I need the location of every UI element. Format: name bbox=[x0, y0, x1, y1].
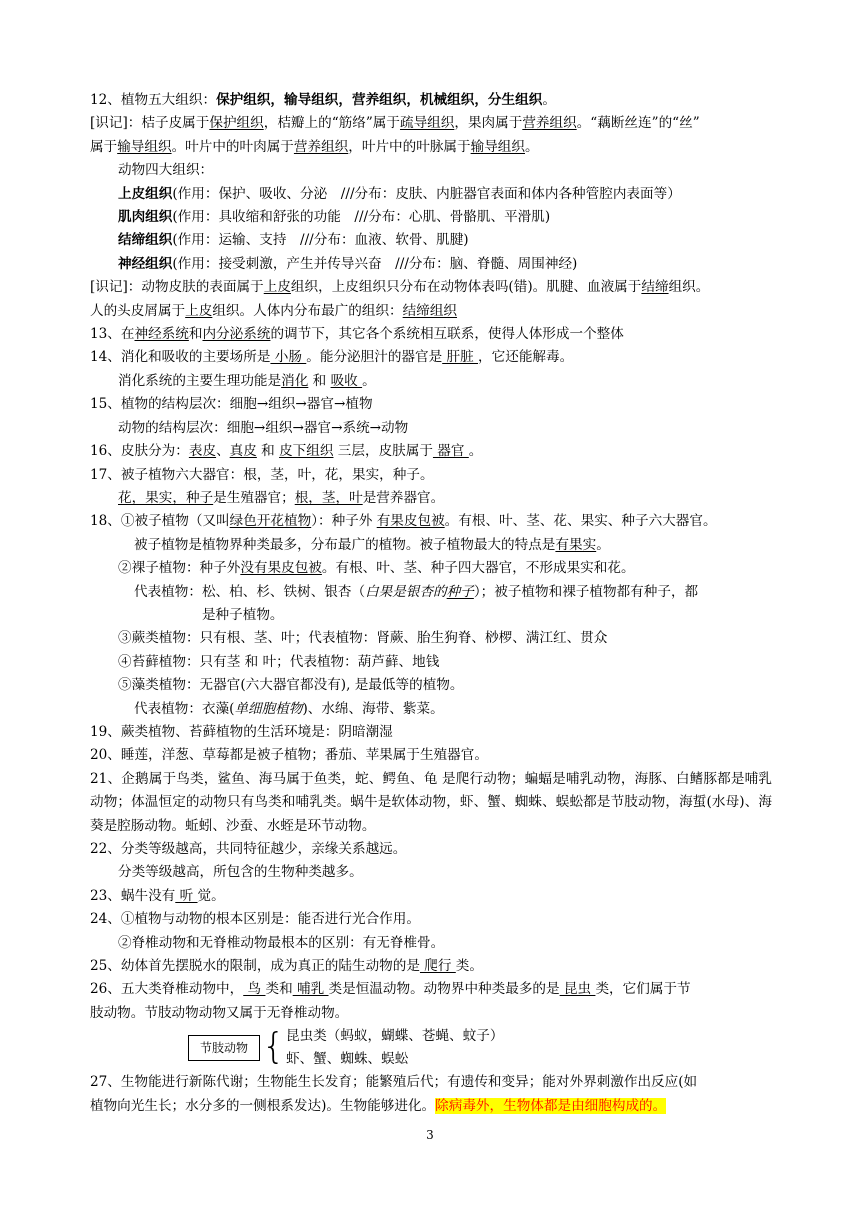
memo-animal-tissue-line-2: 人的头皮屑属于上皮组织。人体内分布最广的组织：结缔组织 bbox=[90, 302, 458, 319]
item-22: 22、分类等级越高，共同特征越少，亲缘关系越远。 bbox=[90, 841, 407, 857]
item-17-organs: 花，果实，种子是生殖器官；根，茎，叶是营养器官。 bbox=[118, 489, 445, 506]
tissue-connective: 结缔组织(作用：运输、支持 ///分布：血液、软骨、肌腱) bbox=[118, 232, 469, 249]
memo-animal-tissue-line-1: [识记]：动物皮肤的表面属于上皮组织，上皮组织只分布在动物体表吗(错)。肌腱、血液属于结缔组织。 bbox=[90, 279, 710, 296]
tissue-muscle: 肌肉组织(作用：具收缩和舒张的功能 ///分布：心肌、骨骼肌、平滑肌) bbox=[118, 209, 551, 226]
tissue-epithelial: 上皮组织(作用：保护、吸收、分泌 ///分布：皮肤、内脏器官表面和体内各种管腔内表面等） bbox=[118, 185, 681, 202]
item-18-angiosperm: 18、①被子植物（又叫绿色开花植物）：种子外 有果皮包被。有根、叶、茎、花、果实、种子六大器官。 bbox=[90, 513, 717, 530]
item-16: 16、皮肤分为：表皮、真皮 和 皮下组织 三层，皮肤属于 器官 。 bbox=[90, 443, 483, 460]
item-19: 19、蕨类植物、苔藓植物的生活环境是：阴暗潮湿 bbox=[90, 723, 393, 740]
item-24-b: ②脊椎动物和无脊椎动物最根本的区别：有无脊椎骨。 bbox=[118, 934, 445, 951]
item-14: 14、消化和吸收的主要场所是 小肠 。能分泌胆汁的器官是 肝脏 ，它还能解毒。 bbox=[90, 349, 574, 366]
item-26-b: 肢动物。节肢动物动物又属于无脊椎动物。 bbox=[90, 1004, 349, 1021]
animal-tissue-heading: 动物四大组织： bbox=[118, 162, 214, 179]
item-18-gymnosperm: ②裸子植物：种子外没有果皮包被。有根、叶、茎、种子四大器官，不形成果实和花。 bbox=[118, 560, 635, 577]
item-20: 20、睡莲，洋葱、草莓都是被子植物；番茄、苹果属于生殖器官。 bbox=[90, 747, 488, 764]
item-17: 17、被子植物六大器官：根，茎，叶，花，果实，种子。 bbox=[90, 466, 434, 483]
item-22-b: 分类等级越高，所包含的生物种类越多。 bbox=[118, 864, 363, 881]
item-15-plant: 15、植物的结构层次：细胞→组织→器官→植物 bbox=[90, 396, 373, 413]
arthropod-box: 节肢动物 bbox=[188, 1035, 260, 1061]
item-27: 27、生物能进行新陈代谢；生物能生长发育；能繁殖后代；有遗传和变异；能对外界刺激作出反应(如 bbox=[90, 1074, 698, 1091]
item-12: 12、植物五大组织：保护组织，输导组织，营养组织，机械组织，分生组织。 bbox=[90, 92, 556, 108]
item-13: 13、在神经系统和内分泌系统的调节下，其它各个系统相互联系，使得人体形成一个整体 bbox=[90, 326, 624, 343]
arthropod-diagram bbox=[90, 1025, 772, 1071]
item-18-gymnosperm-examples: 代表植物： 松、柏、杉、铁树、银杏（白果是银杏的种子）；被子植物和裸子植物都有种子，都 是种子植物。 bbox=[134, 583, 699, 623]
document-body bbox=[90, 89, 772, 1118]
arthropod-insects: 昆虫类（蚂蚁，蝴蝶、苍蝇、蚊子） bbox=[286, 1028, 504, 1045]
item-26: 26、五大类脊椎动物中， 鸟 类和 哺乳 类是恒温动物。动物界中种类最多的是 昆虫 类，它们属于节 bbox=[90, 981, 691, 998]
item-23: 23、蜗牛没有 听 觉。 bbox=[90, 887, 225, 904]
memo-plant-tissue-line-1: [识记]：桔子皮属于保护组织，桔瓣上的“筋络”属于疏导组织，果肉属于营养组织。“藕断丝连”的“丝” bbox=[90, 115, 700, 132]
item-18-angiosperm-feature: 被子植物是植物界种类最多，分布最广的植物。被子植物最大的特点是有果实。 bbox=[134, 536, 610, 553]
memo-plant-tissue-line-2: 属于输导组织。叶片中的叶肉属于营养组织，叶片中的叶脉属于输导组织。 bbox=[90, 138, 539, 155]
item-25: 25、幼体首先摆脱水的限制，成为真正的陆生动物的是 爬行 类。 bbox=[90, 958, 483, 975]
item-18-algae-examples: 代表植物：衣藻(单细胞植物)、水绵、海带、紫菜。 bbox=[134, 700, 444, 717]
highlighted-text: 除病毒外，生物体都是由细胞构成的。 bbox=[435, 1097, 667, 1114]
item-27-b: 植物向光生长；水分多的一侧根系发达)。生物能够进化。除病毒外，生物体都是由细胞构成的。 bbox=[90, 1097, 667, 1114]
item-14-digestion: 消化系统的主要生理功能是消化 和 吸收 。 bbox=[118, 372, 376, 389]
item-24: 24、①植物与动物的根本区别是：能否进行光合作用。 bbox=[90, 911, 420, 928]
item-18-moss: ④苔藓植物：只有茎 和 叶；代表植物：葫芦藓、地钱 bbox=[118, 653, 440, 670]
item-18-algae: ⑤藻类植物：无器官(六大器官都没有), 是最低等的植物。 bbox=[118, 677, 464, 694]
item-21: 21、企鹅属于鸟类，鲨鱼、海马属于鱼类，蛇、鳄鱼、龟 是爬行动物；蝙蝠是哺乳动物，海豚、白鳍豚都是哺乳动物；体温恒定的动物只有鸟类和哺乳类。蜗牛是软体动物，虾、蟹、蜘蛛、蜈蚣都是节肢动物，海蜇(水母)、海葵是腔肠动物。蚯蚓、沙蚕、水蛭是环节动物。 bbox=[90, 770, 772, 834]
page-number: 3 bbox=[426, 1128, 434, 1142]
brace-icon: { bbox=[262, 1026, 285, 1068]
tissue-nerve: 神经组织(作用：接受刺激，产生并传导兴奋 ///分布：脑、脊髓、周围神经) bbox=[118, 255, 578, 272]
item-18-fern: ③蕨类植物：只有根、茎、叶；代表植物：肾蕨、胎生狗脊、桫椤、满江红、贯众 bbox=[118, 630, 608, 647]
arthropod-crustaceans: 虾、蟹、蜘蛛、蜈蚣 bbox=[286, 1051, 409, 1068]
item-15-animal: 动物的结构层次：细胞→组织→器官→系统→动物 bbox=[118, 419, 409, 436]
